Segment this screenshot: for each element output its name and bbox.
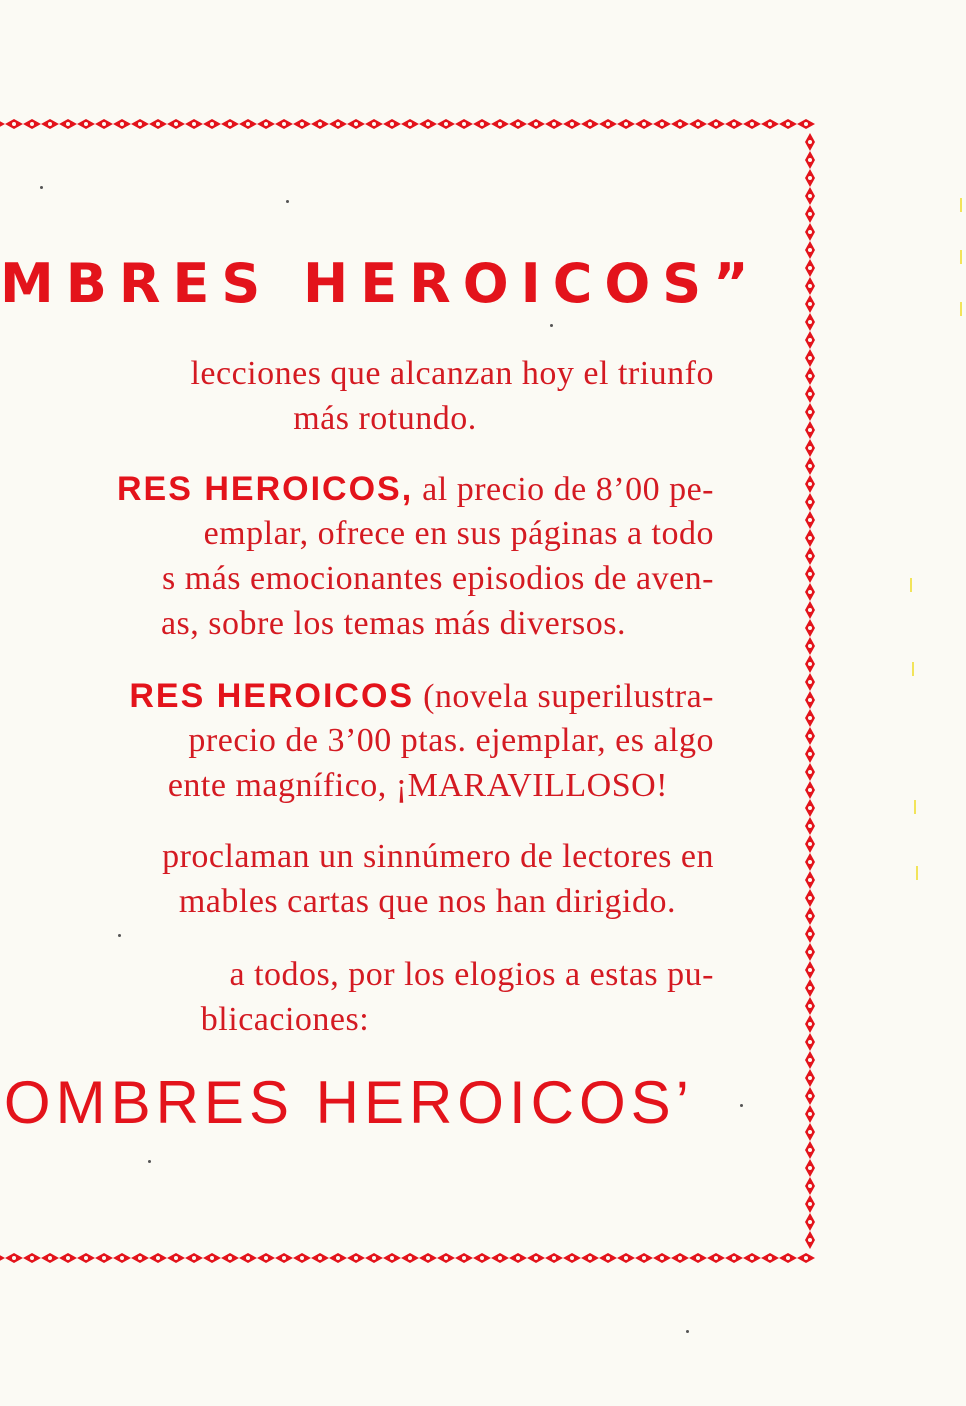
paper-speck [960,198,962,212]
paragraph-1-line-4: as, sobre los temas más diversos. [160,605,626,642]
paragraph-3-line-2: mables cartas que nos han dirigido. [178,883,676,920]
paper-speck [740,1104,743,1107]
paragraph-2-line-1-rest: (novela superilustra- [414,678,714,715]
paper-speck [960,250,962,264]
paragraph-2-line-2: precio de 3’00 ptas. ejemplar, es algo [188,722,714,759]
paper-speck [910,578,912,592]
paragraph-2-line-3: ente magnífico, ¡MARAVILLOSO! [167,767,668,804]
paragraph-1-line-1 [0,466,714,513]
paragraph-1-line-3: s más emocionantes episodios de aven- [162,560,714,597]
paper-speck [912,662,914,676]
paper-speck [686,1330,689,1333]
paragraph-1-line-1-rest: al precio de 8’00 pe- [413,471,714,508]
paper-speck [118,934,121,937]
paper-speck [916,866,918,880]
paragraph-4-line-1: a todos, por los elogios a estas pu- [229,956,714,993]
paragraph-1-bold: RES HEROICOS, [117,470,414,508]
paper-speck [148,1160,151,1163]
paragraph-4-line-2: blicaciones: [200,1001,370,1038]
paper-speck [914,800,916,814]
paper-speck [40,186,43,189]
heading-top: MBRES HEROICOS” [0,252,761,315]
heading-bottom: OMBRES HEROICOS’ [3,1069,694,1136]
paper-speck [960,302,962,316]
intro-line-1: lecciones que alcanzan hoy el triunfo [190,355,714,392]
paragraph-2-bold: RES HEROICOS [129,677,415,715]
paper-speck [550,324,553,327]
paragraph-2-line-1 [0,673,714,720]
intro-line-2: más rotundo. [293,400,477,437]
paragraph-3-line-1: proclaman un sinnúmero de lectores en [162,838,714,875]
paragraph-1-line-2: emplar, ofrece en sus páginas a todo [203,515,714,552]
paper-speck [286,200,289,203]
